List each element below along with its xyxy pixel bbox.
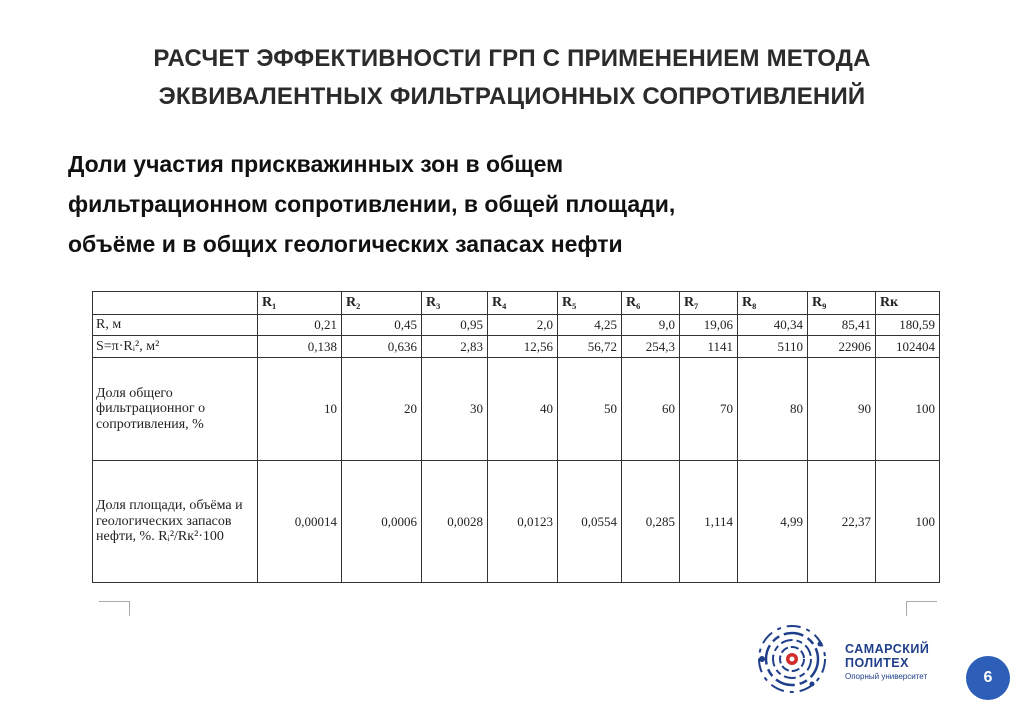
column-header: R₁ — [258, 292, 342, 315]
table-cell: 0,45 — [342, 315, 422, 336]
table-cell: 50 — [558, 358, 622, 461]
table-cell: 22,37 — [808, 461, 876, 583]
slide-subtitle — [68, 144, 948, 264]
table-cell: 10 — [258, 358, 342, 461]
page-number-badge: 6 — [966, 656, 1010, 700]
column-header: R₄ — [488, 292, 558, 315]
table-cell: 4,99 — [738, 461, 808, 583]
page-corner-mark-left — [99, 601, 130, 616]
logo-tagline: Опорный университет — [845, 672, 928, 681]
data-table-container — [92, 291, 940, 583]
table-cell: 0,0123 — [488, 461, 558, 583]
table-cell: 1141 — [680, 336, 738, 358]
table-cell: 254,3 — [622, 336, 680, 358]
table-row — [93, 336, 940, 358]
table-row — [93, 358, 940, 461]
slide-title-line2: ЭКВИВАЛЕНТНЫХ ФИЛЬТРАЦИОННЫХ СОПРОТИВЛЕНИЙ — [158, 83, 866, 110]
table-cell: 85,41 — [808, 315, 876, 336]
row-label: Доля общего фильтрационног о сопротивления, % — [93, 358, 258, 461]
table-cell: 0,285 — [622, 461, 680, 583]
table-row — [93, 461, 940, 583]
table-cell: 0,00014 — [258, 461, 342, 583]
column-header: R₈ — [738, 292, 808, 315]
page-corner-mark-right — [906, 601, 937, 616]
table-cell: 40 — [488, 358, 558, 461]
column-header: R₆ — [622, 292, 680, 315]
data-table — [92, 291, 940, 583]
column-header: R₂ — [342, 292, 422, 315]
table-cell: 0,138 — [258, 336, 342, 358]
column-header: R₅ — [558, 292, 622, 315]
table-cell: 4,25 — [558, 315, 622, 336]
table-cell: 0,636 — [342, 336, 422, 358]
table-cell: 2,0 — [488, 315, 558, 336]
table-cell: 30 — [422, 358, 488, 461]
table-cell: 80 — [738, 358, 808, 461]
column-header: R₃ — [422, 292, 488, 315]
table-cell: 0,95 — [422, 315, 488, 336]
table-cell: 5110 — [738, 336, 808, 358]
table-cell: 0,21 — [258, 315, 342, 336]
row-label: Доля площади, объёма и геологических запасов нефти, %. Rᵢ²/Rк²·100 — [93, 461, 258, 583]
row-label: S=π·Rᵢ², м² — [93, 336, 258, 358]
column-header: R₉ — [808, 292, 876, 315]
subtitle-line1: Доли участия прискважинных зон в общем — [68, 151, 564, 177]
row-label: R, м — [93, 315, 258, 336]
table-cell: 100 — [876, 358, 940, 461]
slide-title — [0, 40, 1024, 116]
table-cell: 60 — [622, 358, 680, 461]
slide-title-line1: РАСЧЕТ ЭФФЕКТИВНОСТИ ГРП С ПРИМЕНЕНИЕМ МЕТОДА — [153, 45, 871, 72]
table-header-corner — [93, 292, 258, 315]
table-row — [93, 315, 940, 336]
table-cell: 90 — [808, 358, 876, 461]
table-cell: 2,83 — [422, 336, 488, 358]
table-cell: 1,114 — [680, 461, 738, 583]
table-cell: 0,0006 — [342, 461, 422, 583]
table-cell: 70 — [680, 358, 738, 461]
table-cell: 102404 — [876, 336, 940, 358]
table-cell: 12,56 — [488, 336, 558, 358]
column-header: Rк — [876, 292, 940, 315]
table-cell: 0,0028 — [422, 461, 488, 583]
table-cell: 20 — [342, 358, 422, 461]
table-cell: 40,34 — [738, 315, 808, 336]
table-cell: 56,72 — [558, 336, 622, 358]
table-cell: 180,59 — [876, 315, 940, 336]
logo-name-line2: ПОЛИТЕХ — [845, 656, 909, 670]
table-cell: 100 — [876, 461, 940, 583]
table-cell: 22906 — [808, 336, 876, 358]
logo-name-line1: САМАРСКИЙ — [845, 642, 930, 656]
subtitle-line2: фильтрационном сопротивлении, в общей площади, — [68, 191, 676, 217]
table-cell: 0,0554 — [558, 461, 622, 583]
column-header: R₇ — [680, 292, 738, 315]
table-header-row — [93, 292, 940, 315]
subtitle-line3: объёме и в общих геологических запасах нефти — [68, 231, 623, 257]
table-cell: 19,06 — [680, 315, 738, 336]
table-cell: 9,0 — [622, 315, 680, 336]
